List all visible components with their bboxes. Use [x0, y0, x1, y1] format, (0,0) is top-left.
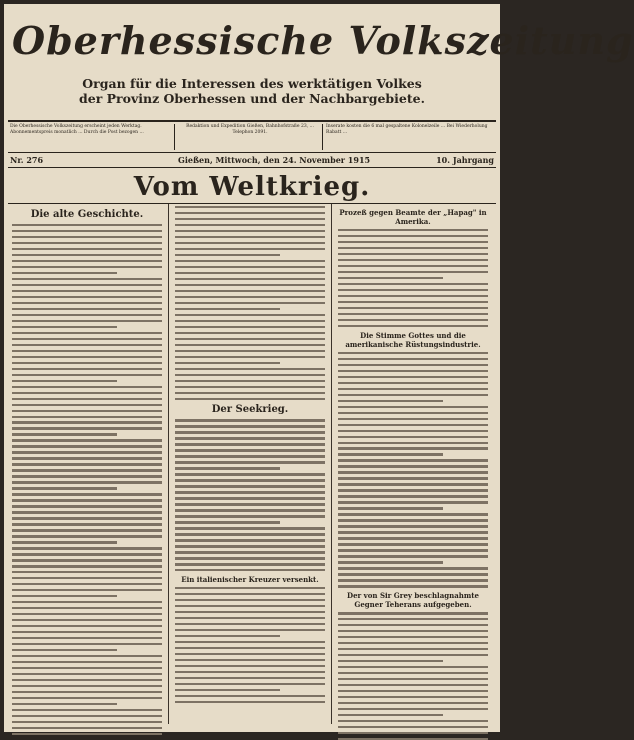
masthead-subtitle-line1: Organ für die Interessen des werktätigen Volkes	[82, 76, 422, 91]
text-line	[175, 629, 325, 631]
text-line	[12, 427, 162, 429]
text-line	[175, 689, 280, 691]
text-line	[12, 577, 162, 579]
article-body-text	[175, 206, 325, 400]
text-line	[12, 398, 162, 400]
text-line	[175, 701, 325, 703]
text-line	[338, 319, 488, 321]
text-line	[175, 332, 325, 334]
text-line	[12, 320, 162, 322]
text-line	[175, 392, 325, 394]
text-line	[338, 501, 488, 503]
text-line	[338, 370, 488, 372]
text-line	[12, 613, 162, 615]
text-line	[12, 553, 162, 555]
text-line	[175, 425, 325, 427]
text-line	[175, 224, 325, 226]
text-line	[12, 362, 162, 364]
text-line	[338, 465, 488, 467]
text-line	[175, 443, 325, 445]
text-line	[12, 733, 162, 735]
text-line	[175, 338, 325, 340]
text-line	[12, 236, 162, 238]
text-line	[12, 451, 162, 453]
text-line	[338, 325, 488, 327]
newspaper-page	[4, 4, 634, 732]
text-line	[338, 549, 488, 551]
text-line	[12, 421, 162, 423]
text-line	[12, 517, 162, 519]
text-line	[338, 277, 443, 279]
text-line	[175, 398, 325, 400]
main-headline: Vom Weltkrieg.	[133, 172, 371, 202]
text-line	[175, 665, 325, 667]
article-body-text	[12, 224, 162, 735]
text-line	[175, 344, 325, 346]
text-line	[338, 442, 488, 444]
text-line	[12, 721, 162, 723]
text-line	[12, 637, 162, 639]
article-title: Ein italienischer Kreuzer versenkt.	[181, 575, 319, 585]
text-line	[175, 386, 325, 388]
text-line	[175, 677, 325, 679]
text-line	[175, 296, 325, 298]
text-line	[12, 511, 162, 513]
text-line	[12, 314, 162, 316]
text-line	[175, 242, 325, 244]
text-line	[338, 430, 488, 432]
text-line	[338, 235, 488, 237]
text-line	[175, 290, 325, 292]
text-line	[12, 559, 162, 561]
text-line	[175, 509, 325, 511]
column-divider	[168, 204, 169, 724]
text-line	[12, 481, 162, 483]
text-line	[338, 229, 488, 231]
text-line	[12, 439, 162, 441]
text-line	[338, 489, 488, 491]
text-line	[338, 513, 488, 515]
text-line	[175, 479, 325, 481]
editorial-office-info: Redaktion und Expedition Gießen, Bahnhofstraße 23, ... Telephon 2091.	[186, 124, 314, 135]
text-line	[175, 461, 325, 463]
text-line	[12, 547, 162, 549]
masthead-rule	[8, 120, 496, 122]
text-line	[12, 392, 162, 394]
article-title: Der von Sir Grey beschlagnahmte Gegner Teherans aufgegeben.	[347, 591, 479, 610]
text-line	[175, 683, 325, 685]
text-line	[175, 230, 325, 232]
volume-year: 10. Jahrgang	[436, 155, 494, 165]
text-line	[175, 284, 325, 286]
article-body-text	[175, 419, 325, 571]
text-line	[12, 266, 162, 268]
text-line	[175, 593, 325, 595]
text-line	[12, 631, 162, 633]
article-body-text	[175, 587, 325, 703]
text-line	[175, 587, 325, 589]
column-3	[338, 206, 488, 726]
text-line	[175, 278, 325, 280]
text-line	[12, 374, 162, 376]
text-line	[175, 449, 325, 451]
text-line	[175, 611, 325, 613]
text-line	[338, 424, 488, 426]
text-line	[175, 368, 325, 370]
text-line	[12, 457, 162, 459]
text-line	[338, 660, 443, 662]
text-line	[338, 726, 488, 728]
text-line	[338, 642, 488, 644]
article-title: Der Seekrieg.	[211, 404, 289, 416]
text-line	[12, 404, 162, 406]
text-line	[338, 714, 443, 716]
text-line	[175, 653, 325, 655]
text-line	[12, 565, 162, 567]
text-line	[338, 525, 488, 527]
text-line	[338, 376, 488, 378]
text-line	[338, 283, 488, 285]
text-line	[12, 571, 162, 573]
text-line	[338, 382, 488, 384]
text-line	[175, 272, 325, 274]
text-line	[175, 617, 325, 619]
text-line	[12, 356, 162, 358]
text-line	[12, 475, 162, 477]
issue-date: Gießen, Mittwoch, den 24. November 1915	[178, 155, 371, 165]
text-line	[12, 727, 162, 729]
text-line	[338, 471, 488, 473]
text-line	[338, 636, 488, 638]
text-line	[12, 595, 117, 597]
text-line	[12, 272, 117, 274]
text-line	[338, 313, 488, 315]
text-line	[175, 455, 325, 457]
text-line	[175, 206, 325, 208]
text-line	[175, 527, 325, 529]
text-line	[175, 356, 325, 358]
dateline	[10, 154, 494, 166]
text-line	[12, 386, 162, 388]
text-line	[12, 338, 162, 340]
text-line	[338, 394, 488, 396]
text-line	[12, 505, 162, 507]
text-line	[338, 624, 488, 626]
text-line	[12, 703, 117, 705]
text-line	[12, 643, 162, 645]
text-line	[175, 236, 325, 238]
text-line	[338, 678, 488, 680]
text-line	[12, 296, 162, 298]
text-line	[175, 266, 325, 268]
text-line	[175, 599, 325, 601]
article-title: Prozeß gegen Beamte der „Hapag" in Amerika.	[339, 208, 487, 226]
text-line	[12, 607, 162, 609]
text-line	[175, 308, 280, 310]
text-line	[338, 459, 488, 461]
text-line	[338, 573, 488, 575]
issue-number: Nr. 276	[10, 155, 44, 165]
text-line	[12, 535, 162, 537]
text-line	[338, 418, 488, 420]
text-line	[175, 521, 280, 523]
text-line	[175, 380, 325, 382]
text-line	[175, 350, 325, 352]
text-line	[175, 326, 325, 328]
text-line	[12, 493, 162, 495]
text-line	[338, 666, 488, 668]
info-divider	[174, 124, 175, 150]
text-line	[12, 254, 162, 256]
text-line	[12, 350, 162, 352]
text-line	[12, 278, 162, 280]
text-line	[175, 551, 325, 553]
text-line	[338, 447, 488, 449]
info-divider	[322, 124, 323, 150]
text-line	[175, 485, 325, 487]
text-line	[338, 567, 488, 569]
text-line	[338, 406, 488, 408]
text-line	[175, 218, 325, 220]
text-line	[175, 647, 325, 649]
text-line	[12, 499, 162, 501]
text-line	[12, 715, 162, 717]
text-line	[175, 539, 325, 541]
text-line	[175, 254, 280, 256]
text-line	[12, 368, 162, 370]
text-line	[175, 623, 325, 625]
text-line	[338, 531, 488, 533]
text-line	[338, 618, 488, 620]
text-line	[175, 635, 280, 637]
text-line	[12, 242, 162, 244]
text-line	[12, 302, 162, 304]
text-line	[338, 259, 488, 261]
text-line	[175, 431, 325, 433]
text-line	[338, 732, 488, 734]
text-line	[175, 641, 325, 643]
text-line	[338, 684, 488, 686]
text-line	[175, 695, 325, 697]
text-line	[12, 284, 162, 286]
text-line	[338, 483, 488, 485]
dateline-top-rule	[8, 152, 496, 153]
text-line	[12, 589, 162, 591]
advertising-rates-info: Inserate kosten die 6 mal gespaltene Kolonelzeile ... Bei Wiederholung Rabatt ...	[326, 124, 488, 135]
text-line	[175, 467, 280, 469]
text-line	[12, 224, 162, 226]
text-line	[12, 469, 162, 471]
text-line	[338, 400, 443, 402]
text-line	[12, 248, 162, 250]
masthead-subtitle-line2: der Provinz Oberhessen und der Nachbargebiete.	[79, 91, 425, 106]
text-line	[12, 445, 162, 447]
text-line	[338, 495, 488, 497]
text-line	[338, 612, 488, 614]
text-line	[12, 523, 162, 525]
text-line	[175, 671, 325, 673]
column-2	[175, 206, 325, 726]
text-line	[338, 654, 488, 656]
text-line	[175, 320, 325, 322]
text-line	[175, 497, 325, 499]
text-line	[175, 563, 325, 565]
text-line	[338, 507, 443, 509]
article-body-text	[338, 229, 488, 327]
text-line	[175, 533, 325, 535]
text-line	[12, 649, 117, 651]
headline-rule	[8, 203, 496, 204]
text-line	[338, 301, 488, 303]
text-line	[338, 295, 488, 297]
text-line	[338, 537, 488, 539]
text-line	[175, 569, 325, 571]
text-line	[175, 659, 325, 661]
text-line	[338, 436, 488, 438]
text-line	[338, 265, 488, 267]
text-line	[175, 491, 325, 493]
text-line	[175, 503, 325, 505]
text-line	[338, 672, 488, 674]
text-line	[175, 419, 325, 421]
text-line	[12, 667, 162, 669]
text-line	[338, 648, 488, 650]
text-line	[338, 253, 488, 255]
subscription-info: Die Oberhessische Volkszeitung erscheint jeden Werktag. Abonnementspreis monatlich ... Durch die Post bezogen ...	[10, 124, 144, 135]
text-line	[338, 477, 488, 479]
text-line	[175, 515, 325, 517]
text-line	[338, 579, 488, 581]
text-line	[175, 605, 325, 607]
text-line	[12, 679, 162, 681]
text-line	[338, 364, 488, 366]
text-line	[338, 388, 488, 390]
column-divider	[331, 204, 332, 724]
text-line	[12, 433, 117, 435]
article-title: Die alte Geschichte.	[30, 209, 144, 220]
text-line	[338, 690, 488, 692]
masthead-title: Oberhessische Volkszeitung	[12, 18, 634, 63]
text-line	[12, 410, 162, 412]
text-line	[338, 241, 488, 243]
column-1	[12, 206, 162, 726]
text-line	[175, 437, 325, 439]
text-line	[338, 519, 488, 521]
text-line	[175, 374, 325, 376]
text-line	[12, 583, 162, 585]
text-line	[12, 685, 162, 687]
text-line	[175, 473, 325, 475]
text-line	[338, 307, 488, 309]
text-line	[338, 352, 488, 354]
text-line	[175, 362, 280, 364]
text-line	[338, 585, 488, 587]
text-line	[338, 696, 488, 698]
text-line	[12, 332, 162, 334]
text-line	[338, 412, 488, 414]
dateline-bottom-rule	[8, 167, 496, 168]
text-line	[12, 380, 117, 382]
text-line	[12, 601, 162, 603]
text-line	[12, 541, 117, 543]
text-line	[12, 463, 162, 465]
text-line	[12, 673, 162, 675]
text-line	[12, 487, 117, 489]
text-line	[12, 691, 162, 693]
text-line	[338, 453, 443, 455]
text-line	[175, 260, 325, 262]
text-line	[338, 247, 488, 249]
text-line	[338, 630, 488, 632]
text-line	[12, 655, 162, 657]
text-line	[12, 529, 162, 531]
text-line	[12, 344, 162, 346]
text-line	[175, 314, 325, 316]
text-line	[338, 289, 488, 291]
text-line	[12, 260, 162, 262]
text-line	[12, 416, 162, 418]
text-line	[338, 555, 488, 557]
article-body-text	[338, 612, 488, 740]
article-title: Die Stimme Gottes und die amerikanische Rüstungsindustrie.	[345, 330, 481, 349]
text-line	[338, 720, 488, 722]
text-line	[12, 290, 162, 292]
text-line	[12, 308, 162, 310]
text-line	[12, 230, 162, 232]
text-line	[175, 545, 325, 547]
text-line	[338, 271, 488, 273]
text-line	[12, 625, 162, 627]
text-line	[338, 702, 488, 704]
text-line	[12, 326, 117, 328]
text-line	[175, 302, 325, 304]
text-line	[175, 212, 325, 214]
text-line	[12, 619, 162, 621]
text-line	[338, 708, 488, 710]
article-body-text	[338, 352, 488, 588]
text-line	[338, 543, 488, 545]
text-line	[12, 661, 162, 663]
text-line	[12, 709, 162, 711]
text-line	[12, 697, 162, 699]
text-line	[175, 248, 325, 250]
text-line	[338, 561, 443, 563]
text-line	[175, 557, 325, 559]
text-line	[338, 358, 488, 360]
